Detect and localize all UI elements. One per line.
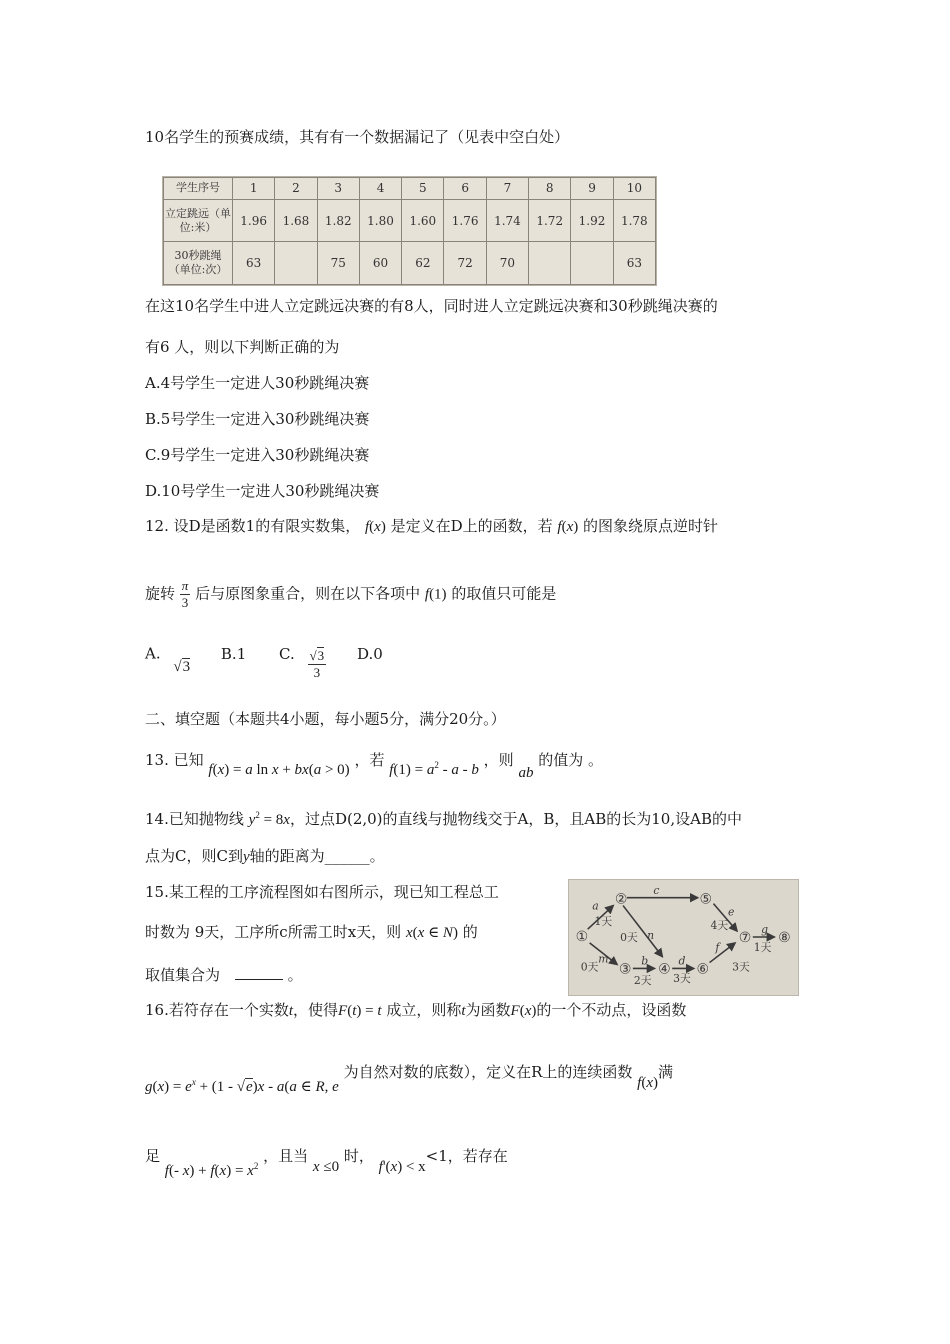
- edge-label: a: [592, 899, 599, 913]
- q12-text: 12. 设D是函数1的有限实数集，: [145, 517, 361, 535]
- edge-label: d: [678, 954, 686, 968]
- math-gx: $g(x) = e^x + (1 - √e)x - a(a$ ∈ R, e: [145, 1077, 339, 1095]
- q14-text: 轴的距离为______。: [249, 847, 385, 865]
- q12-option-a: A.: [145, 644, 161, 663]
- math-parabola: 2: [255, 810, 260, 820]
- edge-label: e: [727, 905, 735, 919]
- math-q13-f-def: (: [212, 762, 218, 778]
- q14-text: 14.已知抛物线: [145, 810, 244, 828]
- edge-label: b: [641, 954, 649, 968]
- table-cell: [529, 242, 571, 285]
- q11-option-b: B.5号学生一定进入30秒跳绳决赛: [145, 410, 370, 428]
- process-flow-diagram: [568, 879, 799, 996]
- math-x-in-n: ∈: [424, 925, 443, 941]
- q15-text: 的: [462, 923, 478, 941]
- math-Ft: t: [352, 1003, 357, 1019]
- table-cell: 1.74: [486, 199, 528, 242]
- math-Fx: x: [524, 1003, 532, 1019]
- q11-option-d: D.10号学生一定进人30秒跳绳决赛: [145, 482, 380, 500]
- math-q13-f-def: > 0): [321, 762, 350, 778]
- edge-label: c: [653, 883, 660, 897]
- table-cell: 72: [444, 242, 486, 285]
- math-parabola: = 8: [259, 812, 284, 828]
- math-Fx: F: [510, 1003, 520, 1019]
- math-Ft: ) =: [356, 1003, 378, 1019]
- q12-text: 旋转: [145, 584, 176, 603]
- math-x-in-n: x: [405, 925, 413, 941]
- math-q13-cond: b: [471, 762, 479, 778]
- answer-blank: [235, 965, 283, 980]
- math-x-in-n: x: [417, 925, 425, 941]
- table-cell: 9: [571, 178, 613, 200]
- q12-line2: [145, 578, 556, 611]
- q14-text: 点为C，则C到: [145, 847, 243, 865]
- table-cell: 2: [275, 178, 317, 200]
- math-fx: f(x): [637, 1075, 658, 1091]
- q12-option-c: C.: [279, 644, 295, 663]
- q13-line: [145, 746, 603, 782]
- flow-node: ⑤: [699, 891, 712, 908]
- q16-text: ，使得: [293, 1001, 339, 1019]
- table-cell: 1.92: [571, 199, 613, 242]
- flow-node: ④: [658, 961, 671, 978]
- q16-text: 成立，则称: [386, 1001, 462, 1019]
- scores-table-image: [162, 176, 657, 286]
- math-q13-cond: (1) =: [393, 762, 427, 778]
- math-t: t: [288, 1003, 294, 1019]
- edge-label: m: [598, 952, 609, 966]
- flow-node: ③: [618, 961, 632, 978]
- table-cell: 1.72: [529, 199, 571, 242]
- table-cell: 63: [233, 242, 275, 285]
- math-q13-f-def: a: [313, 762, 322, 778]
- math-x: x: [374, 519, 381, 535]
- math-q13-cond: a: [426, 762, 435, 778]
- table-row: [164, 242, 656, 285]
- math-paren: (: [561, 519, 567, 535]
- q11-line1: 在这10名学生中进人立定跳远决赛的有8人，同时进人立定跳远决赛和30秒跳绳决赛的: [145, 297, 718, 315]
- q14-line2: [145, 846, 385, 867]
- table-cell: [275, 242, 317, 285]
- table-cell: 10: [613, 178, 655, 200]
- math-fx: f: [364, 519, 370, 535]
- table-cell: 1.80: [359, 199, 401, 242]
- intro-text: 10名学生的预赛成绩，其有有一个数据漏记了（见表中空白处）: [145, 128, 570, 146]
- table-row: [164, 178, 656, 200]
- scores-table: [163, 177, 656, 285]
- flow-svg: [569, 880, 798, 995]
- q13-text: ，则: [483, 751, 514, 769]
- math-q13-cond: 2: [434, 760, 439, 770]
- math-x-in-n: ): [452, 925, 458, 941]
- flow-node: ②: [614, 891, 628, 908]
- table-cell: 8: [529, 178, 571, 200]
- table-cell: 1.76: [444, 199, 486, 242]
- edge-label: f: [715, 940, 720, 954]
- flow-node: ⑧: [778, 929, 791, 946]
- q13-text: ，若: [354, 751, 385, 769]
- edge-label: 4天: [710, 919, 729, 933]
- table-cell: 1: [233, 178, 275, 200]
- math-sqrt3: √3: [173, 658, 191, 675]
- table-cell: 75: [317, 242, 359, 285]
- math-odd-cond: f(- $x) + f(x) = x^2$: [164, 1161, 259, 1179]
- edge-label: 3天: [673, 972, 691, 986]
- math-paren: ): [573, 519, 579, 535]
- section-heading-fill-in: 二、填空题（本题共4小题，每小题5分，满分20分。）: [145, 710, 506, 728]
- fraction-sqrt3-over-3: $\frac{√3}{3}$: [309, 648, 325, 680]
- row-header-number: 学生序号: [164, 178, 233, 200]
- math-q13-f-def: x: [217, 762, 225, 778]
- edge-label: 3天: [732, 960, 750, 974]
- q16-text: 为函数: [465, 1001, 511, 1019]
- q12-option-b: B.1: [220, 644, 247, 663]
- math-x: x: [566, 519, 574, 535]
- math-parabola: x: [283, 812, 290, 828]
- math-q13-f-def: x: [271, 762, 279, 778]
- q16-text: 16.若符存在一个实数: [145, 1001, 289, 1019]
- table-cell: 1.78: [613, 199, 655, 242]
- flow-node: ⑦: [738, 929, 752, 946]
- math-q13-cond: a: [451, 762, 459, 778]
- math-parabola: y: [248, 812, 256, 828]
- math-Fx: (: [519, 1003, 525, 1019]
- math-q13-f-def: +: [278, 762, 295, 778]
- math-f1-arg: (1): [429, 586, 447, 603]
- q16-text: 时，: [343, 1147, 374, 1165]
- edge-label: 1天: [594, 915, 613, 929]
- math-paren: ): [380, 519, 386, 535]
- q16-text: 为自然对数的底数），定义在R上的连续函数: [343, 1063, 633, 1081]
- q16-text: 足: [145, 1147, 161, 1165]
- table-cell: 4: [359, 178, 401, 200]
- math-q13-f-def: f: [208, 762, 213, 778]
- math-Ft: t: [377, 1003, 382, 1019]
- table-cell: 6: [444, 178, 486, 200]
- edge-label: g: [761, 923, 769, 937]
- table-cell: 70: [486, 242, 528, 285]
- edge-label: 2天: [633, 974, 652, 988]
- math-paren: (: [369, 519, 375, 535]
- table-cell: [571, 242, 613, 285]
- edge-label: n: [647, 928, 655, 942]
- math-fprime: f'(x) < x: [378, 1159, 426, 1175]
- fraction-pi-over-3: $\frac{\pi}{3}$: [181, 578, 189, 610]
- math-Ft: F: [338, 1003, 348, 1019]
- math-ab: ab: [518, 765, 534, 781]
- q15-text: 时数为 9天，工序所c所需工时x天，则: [145, 923, 402, 941]
- math-q13-f-def: ) =: [224, 762, 246, 778]
- edge-label: 1天: [753, 940, 772, 954]
- q13-text: 13. 已知: [145, 751, 204, 769]
- q12-option-d: D.0: [356, 644, 383, 663]
- table-cell: 3: [317, 178, 359, 200]
- table-cell: 7: [486, 178, 528, 200]
- math-q13-f-def: bx: [294, 762, 309, 778]
- math-Fx: ): [531, 1003, 537, 1019]
- math-q13-cond: -: [458, 762, 472, 778]
- q16-text: 的一个不动点，设函数: [536, 1001, 687, 1019]
- q12-text: 的图象绕原点逆时针: [583, 517, 719, 535]
- q15-line1: 15.某工程的工序流程图如右图所示，现已知工程总工: [145, 883, 499, 901]
- math-x-in-n: (: [412, 925, 418, 941]
- row-header-rope-skip: 30秒跳绳（单位:次）: [164, 242, 233, 285]
- math-Ft: (: [347, 1003, 353, 1019]
- table-cell: 1.68: [275, 199, 317, 242]
- table-cell: 60: [359, 242, 401, 285]
- q15-line2: [145, 922, 478, 943]
- q11-line2: 有6 人，则以下判断正确的为: [145, 338, 340, 356]
- flow-node: ⑥: [696, 961, 709, 978]
- math-x-in-n: N: [442, 925, 453, 941]
- q16-text: ，且当: [263, 1147, 309, 1165]
- edge-label: 0天: [580, 960, 599, 974]
- table-cell: 1.82: [317, 199, 359, 242]
- q13-text: 的值为 。: [538, 751, 604, 769]
- math-q13-cond: -: [438, 762, 452, 778]
- row-header-long-jump: 立定跳远（单位:米）: [164, 199, 233, 242]
- q12-options: [145, 638, 383, 682]
- q15-text: 取值集合为: [145, 966, 221, 984]
- math-t: t: [461, 1003, 466, 1019]
- math-q13-f-def: (: [308, 762, 314, 778]
- q16-text: 满: [658, 1063, 674, 1081]
- math-f1: f: [424, 586, 430, 603]
- math-q13-f-def: a: [245, 762, 253, 778]
- q15-text: 。: [287, 966, 303, 984]
- table-cell: 62: [402, 242, 444, 285]
- math-q13-cond: f: [389, 762, 394, 778]
- q16-line2: [145, 1058, 674, 1095]
- table-cell: 5: [402, 178, 444, 200]
- q16-line1: [145, 1000, 686, 1021]
- q11-option-c: C.9号学生一定进入30秒跳绳决赛: [145, 446, 370, 464]
- edge-label: 0天: [620, 930, 638, 944]
- q16-text: <1，若存在: [425, 1147, 508, 1165]
- math-q13-f-def: ln: [252, 762, 272, 778]
- q15-line3: [145, 965, 303, 985]
- q12-text: 是定义在D上的函数，若: [390, 517, 553, 535]
- math-y: y: [242, 849, 250, 865]
- q12-line1: [145, 516, 718, 537]
- math-fx: f: [557, 519, 562, 535]
- table-row: [164, 199, 656, 242]
- q16-line3: [145, 1142, 508, 1179]
- table-cell: 63: [613, 242, 655, 285]
- flow-node: ①: [575, 928, 588, 945]
- table-cell: 1.96: [233, 199, 275, 242]
- q11-option-a: A.4号学生一定进人30秒跳绳决赛: [145, 374, 370, 392]
- q14-line1: [145, 805, 742, 830]
- q12-text: 的取值只可能是: [451, 584, 557, 603]
- q14-text: ，过点D(2,0)的直线与抛物线交于A，B，且AB的长为10,设AB的中: [289, 810, 742, 828]
- q12-text: 后与原图象重合，则在以下各项中: [195, 584, 421, 603]
- math-x-le-0: x ≤0: [312, 1159, 340, 1175]
- table-cell: 1.60: [402, 199, 444, 242]
